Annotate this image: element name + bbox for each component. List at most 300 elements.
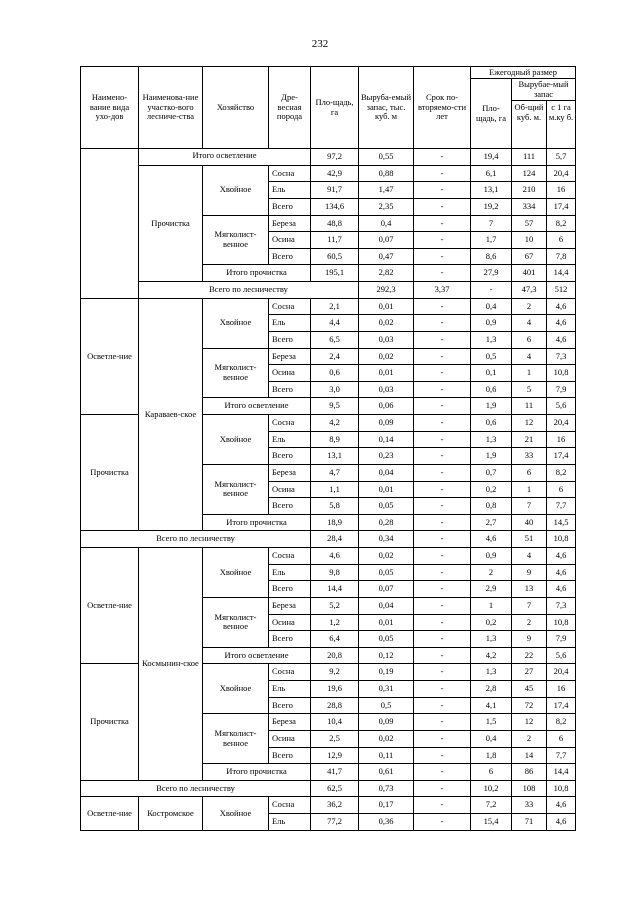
species-cell: Береза (269, 464, 311, 481)
value-cell: - (414, 248, 471, 265)
farm-coniferous: Хвойное (203, 298, 269, 348)
value-cell: 12 (512, 714, 547, 731)
value-cell: 0,11 (359, 747, 414, 764)
header-volume: Выруба-емый запас, тыс. куб. м (359, 67, 414, 149)
table-row (81, 797, 576, 814)
forest-care-table (80, 66, 576, 831)
species-cell: Ель (269, 182, 311, 199)
species-cell: Осина (269, 481, 311, 498)
value-cell: 21 (512, 431, 547, 448)
table-row (81, 298, 576, 315)
value-cell: 57 (512, 215, 547, 232)
value-cell: 16 (547, 681, 576, 698)
value-cell: 5,8 (311, 498, 359, 515)
value-cell: 6,4 (311, 631, 359, 648)
section-kostroma: Костромское (139, 797, 203, 830)
farm-softwood: Мягколист-венное (203, 215, 269, 265)
value-cell: 7,9 (547, 631, 576, 648)
value-cell: 0,55 (359, 149, 414, 166)
value-cell: 0,28 (359, 514, 414, 531)
value-cell: - (414, 747, 471, 764)
value-cell: 4 (512, 548, 547, 565)
value-cell: - (414, 681, 471, 698)
value-cell: 18,9 (311, 514, 359, 531)
species-cell: Ель (269, 315, 311, 332)
value-cell: - (414, 498, 471, 515)
value-cell: 0,04 (359, 597, 414, 614)
value-cell: 6 (547, 232, 576, 249)
value-cell: 33 (512, 797, 547, 814)
value-cell: 13,1 (471, 182, 512, 199)
value-cell: 4,6 (547, 298, 576, 315)
header-species: Дре-весная порода (269, 67, 311, 149)
value-cell: 195,1 (311, 265, 359, 282)
value-cell: 0,02 (359, 348, 414, 365)
value-cell: 9 (512, 631, 547, 648)
value-cell: 11,7 (311, 232, 359, 249)
value-cell: 51 (512, 531, 547, 548)
header-section: Наименова-ние участко-вого лесниче-ства (139, 67, 203, 149)
species-cell: Осина (269, 365, 311, 382)
total-thin-label: Итого прочистка (203, 265, 311, 282)
value-cell: 1,47 (359, 182, 414, 199)
value-cell: 0,07 (359, 232, 414, 249)
value-cell: 6 (512, 464, 547, 481)
value-cell: 0,36 (359, 814, 414, 831)
value-cell: 124 (512, 165, 547, 182)
value-cell: - (414, 780, 471, 797)
value-cell: 47,3 (512, 282, 547, 299)
value-cell: 14,4 (547, 265, 576, 282)
value-cell: 0,03 (359, 331, 414, 348)
value-cell: 0,23 (359, 448, 414, 465)
type-clearing: Осветле-ние (81, 548, 139, 664)
value-cell: - (414, 331, 471, 348)
value-cell: 4,6 (311, 548, 359, 565)
value-cell: 91,7 (311, 182, 359, 199)
value-cell: 2,5 (311, 730, 359, 747)
farm-softwood: Мягколист-венное (203, 464, 269, 514)
value-cell: 2,4 (311, 348, 359, 365)
value-cell: 0,01 (359, 365, 414, 382)
value-cell: - (414, 365, 471, 382)
value-cell: 2,35 (359, 198, 414, 215)
value-cell: 0,01 (359, 481, 414, 498)
value-cell: 2 (471, 564, 512, 581)
total-forest-label: Всего по лесничеству (81, 780, 311, 797)
value-cell: 8,2 (547, 714, 576, 731)
value-cell: - (414, 581, 471, 598)
value-cell: 20,4 (547, 664, 576, 681)
value-cell: 1,3 (471, 431, 512, 448)
species-cell: Всего (269, 581, 311, 598)
value-cell: 0,09 (359, 714, 414, 731)
table-row (81, 548, 576, 565)
value-cell: 0,61 (359, 764, 414, 781)
value-cell: 14,4 (547, 764, 576, 781)
value-cell: - (414, 631, 471, 648)
value-cell: - (414, 381, 471, 398)
type-clearing: Осветле-ние (81, 298, 139, 414)
value-cell: 36,2 (311, 797, 359, 814)
value-cell: 0,31 (359, 681, 414, 698)
species-cell: Всего (269, 747, 311, 764)
species-cell: Осина (269, 730, 311, 747)
value-cell: - (414, 348, 471, 365)
species-cell: Всего (269, 498, 311, 515)
value-cell: - (414, 265, 471, 282)
value-cell: 9,8 (311, 564, 359, 581)
value-cell: 1,7 (471, 232, 512, 249)
value-cell: 16 (547, 431, 576, 448)
value-cell: - (414, 298, 471, 315)
species-cell: Всего (269, 198, 311, 215)
species-cell: Береза (269, 215, 311, 232)
value-cell: 6 (547, 481, 576, 498)
value-cell: 2 (512, 614, 547, 631)
value-cell: 0,9 (471, 548, 512, 565)
value-cell: 0,6 (471, 415, 512, 432)
value-cell: 4,2 (311, 415, 359, 432)
value-cell: - (414, 232, 471, 249)
value-cell: 2,8 (471, 681, 512, 698)
value-cell: 8,6 (471, 248, 512, 265)
value-cell: 1,3 (471, 631, 512, 648)
species-cell: Береза (269, 597, 311, 614)
value-cell: 4,6 (471, 531, 512, 548)
value-cell: 1,5 (471, 714, 512, 731)
value-cell: - (414, 548, 471, 565)
value-cell: 67 (512, 248, 547, 265)
value-cell: - (414, 215, 471, 232)
value-cell: 2,82 (359, 265, 414, 282)
value-cell: - (414, 647, 471, 664)
value-cell: 19,6 (311, 681, 359, 698)
species-cell: Всего (269, 631, 311, 648)
type-clearing: Осветле-ние (81, 797, 139, 830)
value-cell: 2,7 (471, 514, 512, 531)
value-cell: - (414, 481, 471, 498)
value-cell: - (414, 597, 471, 614)
table-row (81, 149, 576, 166)
value-cell: 0,4 (471, 298, 512, 315)
species-cell: Всего (269, 697, 311, 714)
value-cell: 17,4 (547, 697, 576, 714)
farm-coniferous: Хвойное (203, 415, 269, 465)
value-cell: 1,9 (471, 398, 512, 415)
value-cell: - (414, 697, 471, 714)
value-cell: 14,5 (547, 514, 576, 531)
farm-coniferous: Хвойное (203, 797, 269, 830)
species-cell: Осина (269, 614, 311, 631)
section-kosmynin: Космынин-ское (139, 548, 203, 781)
value-cell: 4,2 (471, 647, 512, 664)
farm-coniferous: Хвойное (203, 664, 269, 714)
value-cell: 4,6 (547, 564, 576, 581)
value-cell: 0,04 (359, 464, 414, 481)
value-cell: 14,4 (311, 581, 359, 598)
value-cell: 41,7 (311, 764, 359, 781)
value-cell: 0,5 (359, 697, 414, 714)
value-cell: - (414, 431, 471, 448)
value-cell: 17,4 (547, 448, 576, 465)
value-cell: 0,05 (359, 631, 414, 648)
value-cell: 7 (512, 597, 547, 614)
value-cell: 14 (512, 747, 547, 764)
value-cell: 8,9 (311, 431, 359, 448)
value-cell: 20,4 (547, 415, 576, 432)
table-row (81, 165, 576, 182)
value-cell: 10,2 (471, 780, 512, 797)
value-cell: 5,2 (311, 597, 359, 614)
value-cell: 7 (512, 498, 547, 515)
value-cell: 0,8 (471, 498, 512, 515)
header-area: Пло-щадь, га (311, 67, 359, 149)
value-cell: 16 (547, 182, 576, 199)
value-cell: 45 (512, 681, 547, 698)
farm-softwood: Мягколист-венное (203, 597, 269, 647)
value-cell: 0,05 (359, 564, 414, 581)
value-cell: 13,1 (311, 448, 359, 465)
value-cell: - (414, 764, 471, 781)
value-cell: 7,3 (547, 348, 576, 365)
value-cell: 4,7 (311, 464, 359, 481)
value-cell: 5,6 (547, 647, 576, 664)
value-cell: 4,6 (547, 315, 576, 332)
species-cell: Сосна (269, 797, 311, 814)
value-cell: 4 (512, 315, 547, 332)
value-cell: 6 (547, 730, 576, 747)
value-cell: 3,37 (414, 282, 471, 299)
species-cell: Ель (269, 681, 311, 698)
value-cell: - (414, 182, 471, 199)
value-cell: 22 (512, 647, 547, 664)
value-cell: 0,01 (359, 614, 414, 631)
value-cell: 10,8 (547, 365, 576, 382)
value-cell: 8,2 (547, 215, 576, 232)
value-cell: 6,5 (311, 331, 359, 348)
species-cell: Сосна (269, 548, 311, 565)
value-cell: 5 (512, 381, 547, 398)
value-cell: 28,8 (311, 697, 359, 714)
value-cell: 108 (512, 780, 547, 797)
value-cell: 48,8 (311, 215, 359, 232)
value-cell: 1,2 (311, 614, 359, 631)
value-cell: 0,88 (359, 165, 414, 182)
value-cell: - (414, 165, 471, 182)
value-cell: 10,8 (547, 531, 576, 548)
value-cell: - (414, 614, 471, 631)
value-cell: 7,2 (471, 797, 512, 814)
total-forest-label: Всего по лесничеству (139, 282, 359, 299)
value-cell: 13 (512, 581, 547, 598)
value-cell: 1,3 (471, 664, 512, 681)
value-cell: 7,3 (547, 597, 576, 614)
value-cell: 72 (512, 697, 547, 714)
value-cell: 0,34 (359, 531, 414, 548)
value-cell: - (414, 198, 471, 215)
species-cell: Сосна (269, 415, 311, 432)
value-cell: 210 (512, 182, 547, 199)
farm-coniferous: Хвойное (203, 165, 269, 215)
value-cell: - (414, 315, 471, 332)
value-cell: - (414, 730, 471, 747)
value-cell: - (414, 149, 471, 166)
type-thinning: Прочистка (139, 165, 203, 281)
species-cell: Осина (269, 232, 311, 249)
value-cell: - (414, 664, 471, 681)
value-cell: 1 (512, 481, 547, 498)
value-cell: 6,1 (471, 165, 512, 182)
value-cell: 292,3 (359, 282, 414, 299)
value-cell: 40 (512, 514, 547, 531)
species-cell: Сосна (269, 664, 311, 681)
value-cell: 111 (512, 149, 547, 166)
value-cell: 9,5 (311, 398, 359, 415)
species-cell: Береза (269, 348, 311, 365)
species-cell: Всего (269, 331, 311, 348)
value-cell: 17,4 (547, 198, 576, 215)
value-cell: 42,9 (311, 165, 359, 182)
farm-softwood: Мягколист-венное (203, 714, 269, 764)
section-karavaev: Караваев-ское (139, 298, 203, 531)
value-cell: 512 (547, 282, 576, 299)
value-cell: 134,6 (311, 198, 359, 215)
species-cell: Береза (269, 714, 311, 731)
value-cell: 0,1 (471, 365, 512, 382)
value-cell: 401 (512, 265, 547, 282)
value-cell: 10,4 (311, 714, 359, 731)
value-cell: 1,8 (471, 747, 512, 764)
value-cell: 0,06 (359, 398, 414, 415)
value-cell: 5,7 (547, 149, 576, 166)
total-clear-label: Итого осветление (203, 398, 311, 415)
value-cell: 1,1 (311, 481, 359, 498)
value-cell: - (414, 398, 471, 415)
value-cell: 97,2 (311, 149, 359, 166)
value-cell: 28,4 (311, 531, 359, 548)
value-cell: 0,7 (471, 464, 512, 481)
header-annual-area: Пло-щадь, га (471, 79, 512, 149)
total-clear-label: Итого осветление (139, 149, 311, 166)
total-clear-label: Итого осветление (203, 647, 311, 664)
value-cell: 1 (512, 365, 547, 382)
header-annual-per-ha: с 1 га м.ку б. (547, 101, 576, 149)
value-cell: 19,4 (471, 149, 512, 166)
value-cell: - (414, 531, 471, 548)
value-cell: 71 (512, 814, 547, 831)
value-cell: 10,8 (547, 780, 576, 797)
value-cell: - (414, 514, 471, 531)
value-cell: - (471, 282, 512, 299)
total-thin-label: Итого прочистка (203, 514, 311, 531)
value-cell: 0,4 (359, 215, 414, 232)
value-cell: - (414, 714, 471, 731)
value-cell: 86 (512, 764, 547, 781)
value-cell: - (414, 464, 471, 481)
value-cell: 10,8 (547, 614, 576, 631)
value-cell: - (414, 415, 471, 432)
page-number: 232 (311, 38, 329, 50)
value-cell: 0,07 (359, 581, 414, 598)
value-cell: 4,6 (547, 548, 576, 565)
header-annual-volume: Вырубае-мый запас (512, 79, 576, 101)
total-thin-label: Итого прочистка (203, 764, 311, 781)
value-cell: 60,5 (311, 248, 359, 265)
value-cell: 11 (512, 398, 547, 415)
value-cell: 0,6 (471, 381, 512, 398)
value-cell: 4,6 (547, 814, 576, 831)
value-cell: 27,9 (471, 265, 512, 282)
species-cell: Всего (269, 381, 311, 398)
value-cell: 27 (512, 664, 547, 681)
species-cell: Сосна (269, 298, 311, 315)
value-cell: 0,9 (471, 315, 512, 332)
value-cell: 0,2 (471, 481, 512, 498)
value-cell: 0,09 (359, 415, 414, 432)
value-cell: 12 (512, 415, 547, 432)
header-care-type: Наимено-вание вида ухо-дов (81, 67, 139, 149)
value-cell: 4,6 (547, 581, 576, 598)
value-cell: 4,6 (547, 331, 576, 348)
value-cell: - (414, 564, 471, 581)
value-cell: - (414, 814, 471, 831)
value-cell: 334 (512, 198, 547, 215)
value-cell: 1,3 (471, 331, 512, 348)
header-period: Срок по-вторяемо-сти лет (414, 67, 471, 149)
value-cell: 7,7 (547, 747, 576, 764)
value-cell: 7,7 (547, 498, 576, 515)
value-cell: 20,4 (547, 165, 576, 182)
value-cell: 0,17 (359, 797, 414, 814)
value-cell: 9 (512, 564, 547, 581)
value-cell: 77,2 (311, 814, 359, 831)
value-cell: 4,6 (547, 797, 576, 814)
value-cell: 1 (471, 597, 512, 614)
farm-softwood: Мягколист-венное (203, 348, 269, 398)
species-cell: Ель (269, 431, 311, 448)
value-cell: 33 (512, 448, 547, 465)
value-cell: 9,2 (311, 664, 359, 681)
table-row (81, 531, 576, 548)
value-cell: 5,6 (547, 398, 576, 415)
value-cell: 0,02 (359, 548, 414, 565)
value-cell: 0,47 (359, 248, 414, 265)
species-cell: Сосна (269, 165, 311, 182)
header-annual-total: Об-щий куб. м. (512, 101, 547, 149)
value-cell: 8,2 (547, 464, 576, 481)
value-cell: 0,14 (359, 431, 414, 448)
value-cell: 1,9 (471, 448, 512, 465)
table-row (81, 282, 576, 299)
value-cell: 0,02 (359, 730, 414, 747)
species-cell: Ель (269, 564, 311, 581)
value-cell: 7,8 (547, 248, 576, 265)
value-cell: 4,4 (311, 315, 359, 332)
value-cell: 2,1 (311, 298, 359, 315)
value-cell: 2 (512, 730, 547, 747)
value-cell: 20,8 (311, 647, 359, 664)
species-cell: Всего (269, 248, 311, 265)
farm-coniferous: Хвойное (203, 548, 269, 598)
value-cell: 19,2 (471, 198, 512, 215)
species-cell: Ель (269, 814, 311, 831)
value-cell: 0,6 (311, 365, 359, 382)
value-cell: 4 (512, 348, 547, 365)
value-cell: 0,19 (359, 664, 414, 681)
value-cell: 0,5 (471, 348, 512, 365)
value-cell: 2,9 (471, 581, 512, 598)
